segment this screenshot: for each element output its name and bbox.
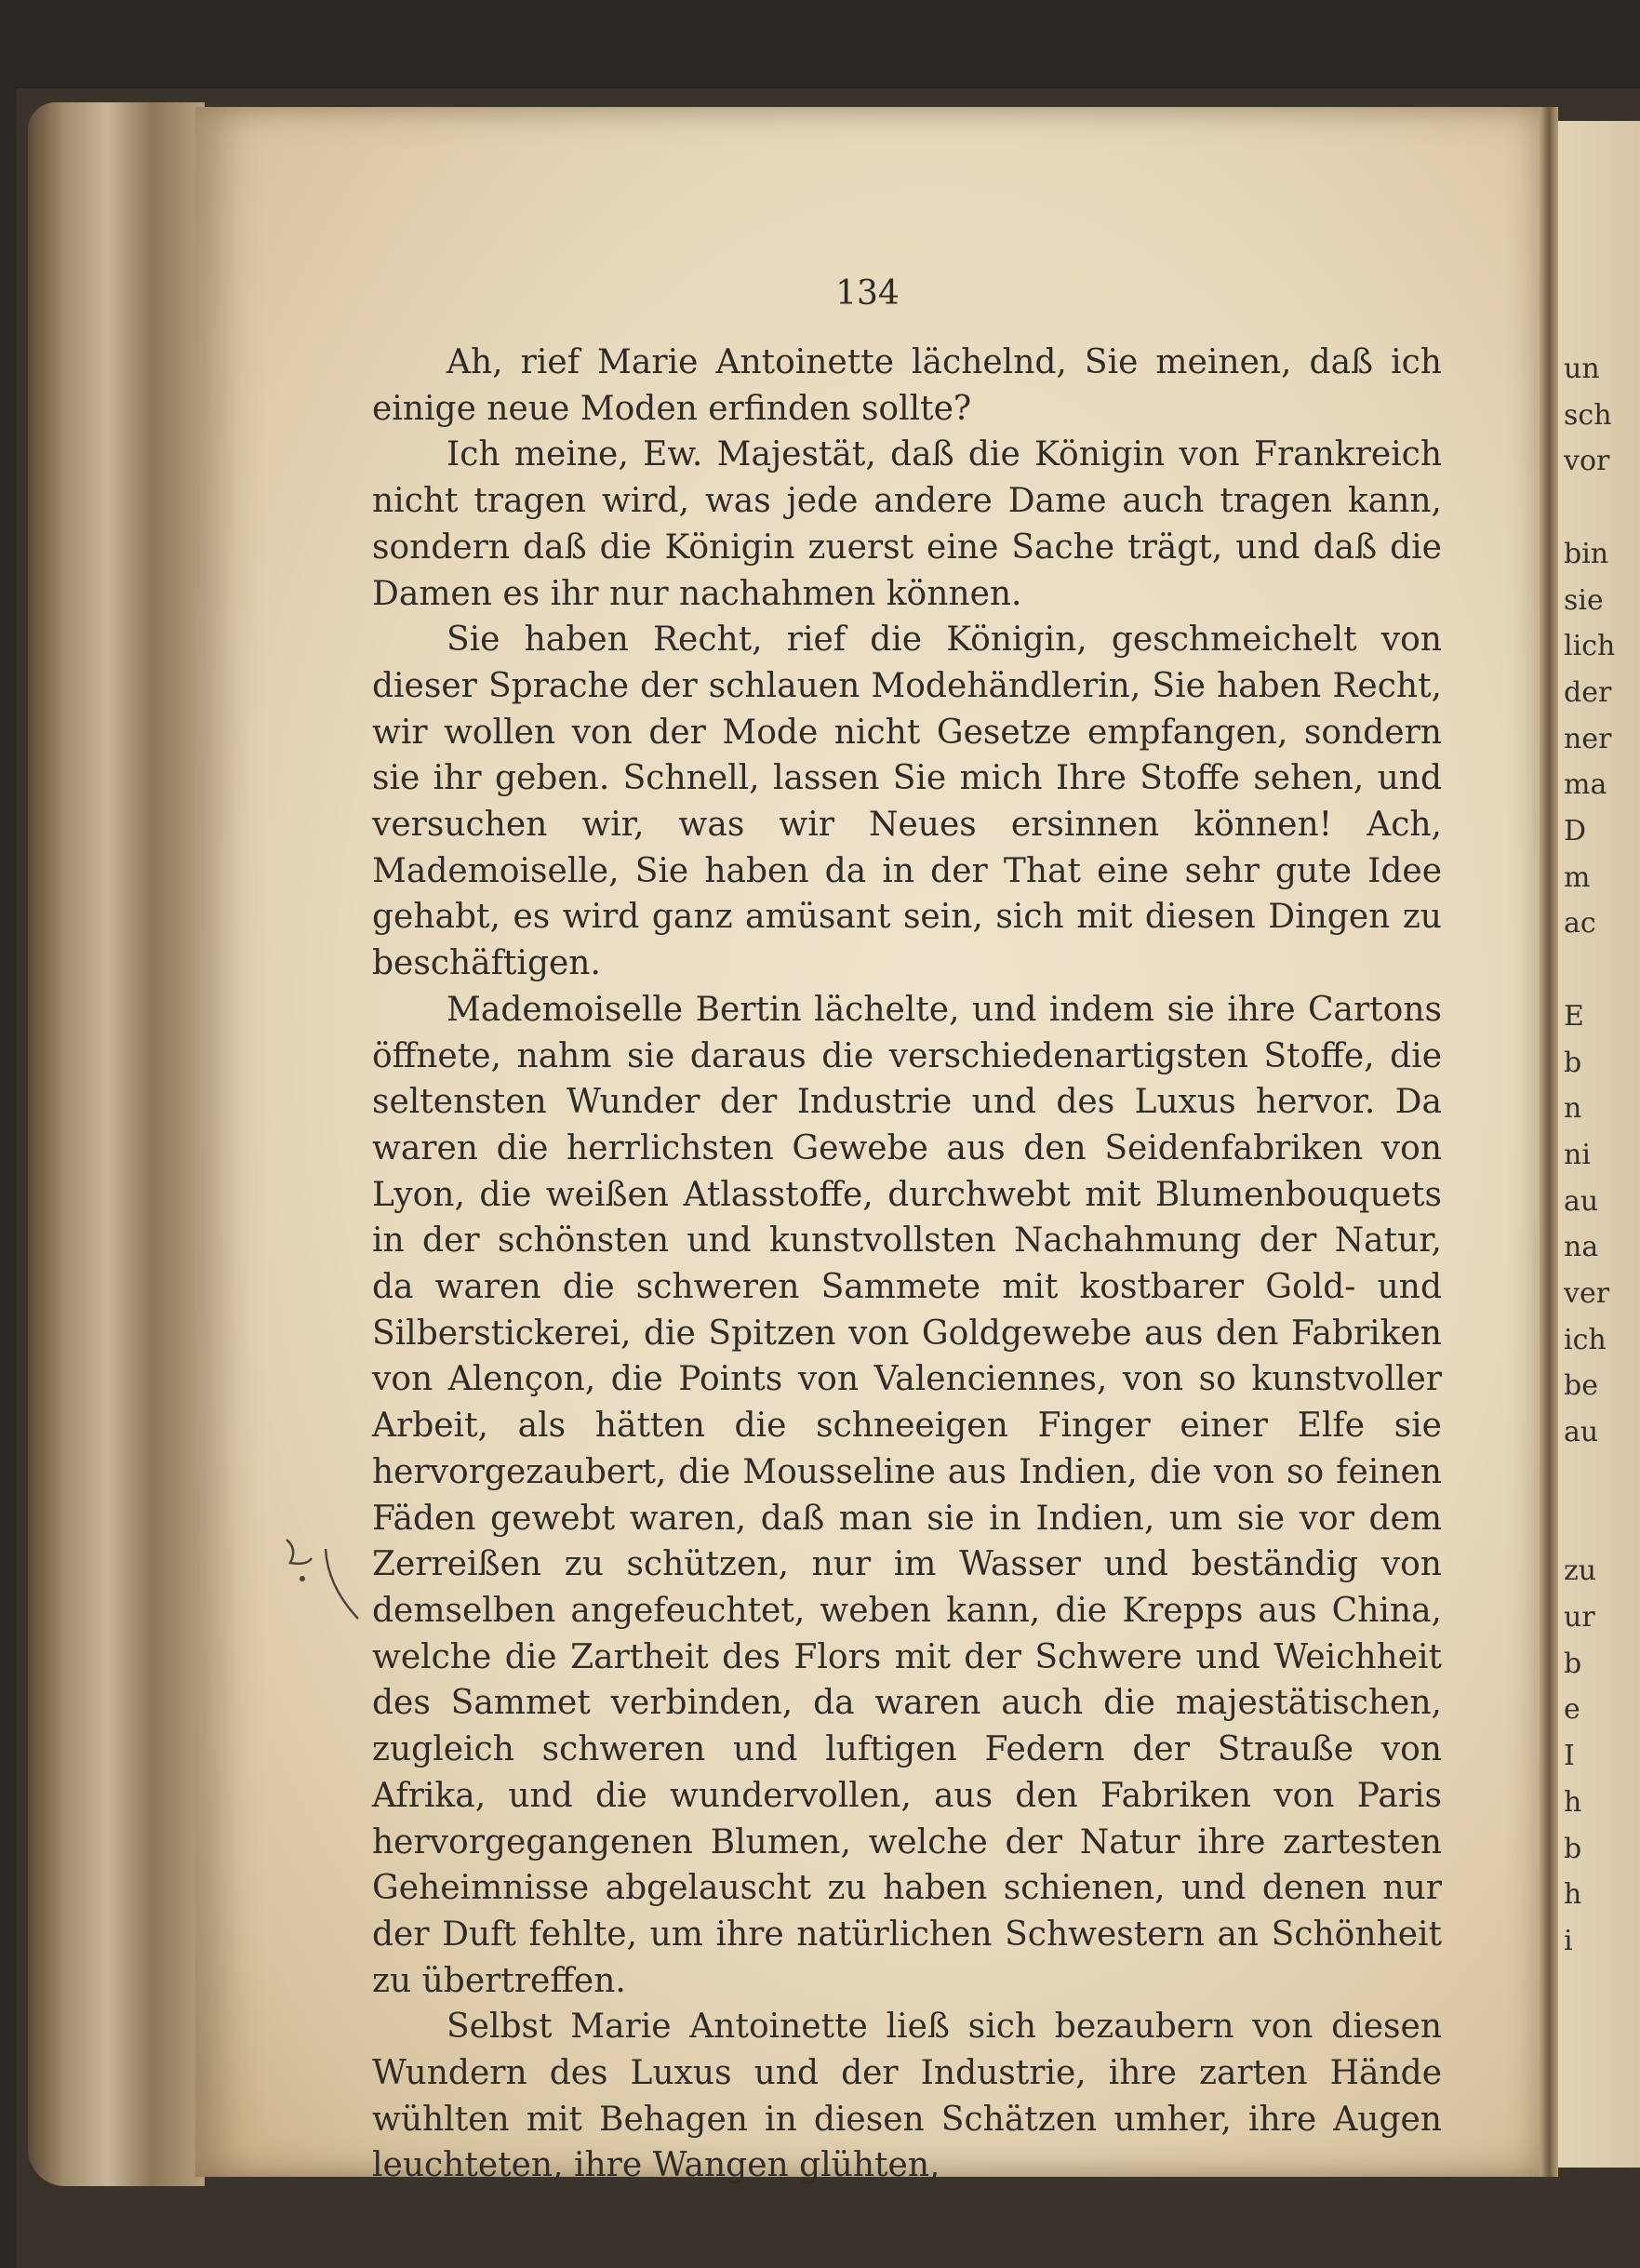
facing-page-fragment: i [1564, 1924, 1573, 1957]
page-edges [28, 102, 205, 2186]
facing-page-fragment: E [1564, 999, 1584, 1033]
facing-page-fragment: vor [1564, 445, 1610, 478]
facing-page-fragment [1558, 1456, 1640, 1502]
page-text [372, 340, 1442, 2189]
facing-page-fragment: ni [1564, 1138, 1591, 1171]
facing-page-fragment: h [1564, 1878, 1582, 1912]
facing-page-fragment [1558, 485, 1640, 531]
facing-page-fragment: h [1564, 1785, 1582, 1819]
paragraph: Sie haben Recht, rief die Königin, geschmeichelt von dieser Sprache der schlauen Modehändlerin, Sie haben Recht, wir wollen von der Mode nicht Gesetze empfangen, sondern sie ihr geben. Schnell, lassen Sie mich Ihre Stoffe sehen, und versuchen wir, was wir Neues ersinnen können! Ach, Mademoiselle, Sie haben da in der That eine sehr gute Idee gehabt, es wird ganz amüsant sein, sich mit diesen Dingen zu beschäftigen. [372, 620, 1442, 983]
facing-page-fragment: ich [1564, 1323, 1607, 1356]
facing-page-fragment: zu [1564, 1554, 1597, 1588]
facing-page-fragment [1558, 947, 1640, 994]
facing-page-fragment: na [1564, 1231, 1599, 1264]
paragraph: Ich meine, Ew. Majestät, daß die Königin von Frankreich nicht tragen wird, was jede andere Dame auch tragen kann, sondern daß die Königin zuerst eine Sache trägt, und daß die Damen es ihr nur nachahmen können. [372, 435, 1442, 613]
paragraph: Selbst Marie Antoinette ließ sich bezaubern von diesen Wundern des Luxus und der Industrie, ihre zarten Hände wühlten mit Behagen in diesen Schätzen umher, ihre Augen leuchteten, ihre Wangen glühten, [372, 2008, 1442, 2185]
book-page [195, 107, 1540, 2185]
paragraph: Mademoiselle Bertin lächelte, und indem sie ihre Cartons öffnete, nahm sie daraus die verschiedenartigsten Stoffe, die seltensten Wunder der Industrie und des Luxus hervor. Da waren die herrlichsten Gewebe aus den Seidenfabriken von Lyon, die weißen Atlasstoffe, durchwebt mit Blumenbouquets in der schönsten und kunstvollsten Nachahmung der Natur, da waren die schweren Sammete mit kostbarer Gold- und Silberstickerei, die Spitzen von Goldgewebe aus den Fabriken von Alençon, die Points von Valenciennes, von so kunstvoller Arbeit, als hätten die schneeigen Finger einer Elfe sie hervorgezaubert, die Mousseline aus Indien, die von so feinen Fäden gewebt waren, daß man sie in Indien, um sie vor dem Zerreißen zu schützen, nur im Wasser und beständig von demselben angefeuchtet, weben kann, die Krepps aus China, welche die Zartheit des Flors mit der Schwere und Weichheit des Sammet verbinden, da waren auch die majestätischen, zugleich schweren und luftigen Federn der Strauße von Afrika, und die wundervollen, aus den Fabriken von Paris hervorgegangenen Blumen, welche der Natur ihre zartesten Geheimnisse abgelauscht zu haben schienen, und denen nur der Duft fehlte, um ihre natürlichen Schwestern an Schönheit zu übertreffen. [372, 990, 1442, 2000]
facing-page-fragment: au [1564, 1416, 1599, 1449]
facing-page-fragment: b [1564, 1832, 1582, 1865]
pencil-margin-mark [270, 1521, 363, 1623]
facing-page-fragment: ver [1564, 1277, 1610, 1311]
facing-page-fragment: bin [1564, 537, 1609, 570]
paragraph: Ah, rief Marie Antoinette lächelnd, Sie meinen, daß ich einige neue Moden erfinden sollte? [372, 343, 1442, 428]
book-gutter [1540, 107, 1558, 2177]
facing-page-fragments [1558, 121, 1640, 1965]
facing-page-fragment: ac [1564, 907, 1596, 941]
facing-page-fragment: m [1564, 861, 1591, 894]
facing-page [1558, 121, 1640, 2168]
facing-page-fragment: e [1564, 1693, 1580, 1727]
facing-page-fragment: au [1564, 1184, 1599, 1218]
facing-page-fragment: b [1564, 1046, 1582, 1079]
facing-page-fragment: be [1564, 1369, 1598, 1403]
facing-page-fragment: D [1564, 815, 1587, 848]
facing-page-fragment: ur [1564, 1600, 1595, 1634]
facing-page-fragment: lich [1564, 630, 1616, 663]
facing-page-fragment: sie [1564, 583, 1604, 617]
facing-page-fragment: ma [1564, 768, 1607, 802]
facing-page-fragment: ner [1564, 722, 1612, 755]
facing-page-fragment: I [1564, 1740, 1575, 1773]
facing-page-fragment: n [1564, 1092, 1582, 1126]
facing-page-fragment: un [1564, 353, 1600, 385]
facing-page-fragment [1558, 1502, 1640, 1549]
facing-page-fragment: sch [1564, 398, 1612, 432]
facing-page-fragment: b [1564, 1647, 1582, 1680]
facing-page-fragment: der [1564, 675, 1612, 709]
page-number: 134 [835, 274, 900, 313]
